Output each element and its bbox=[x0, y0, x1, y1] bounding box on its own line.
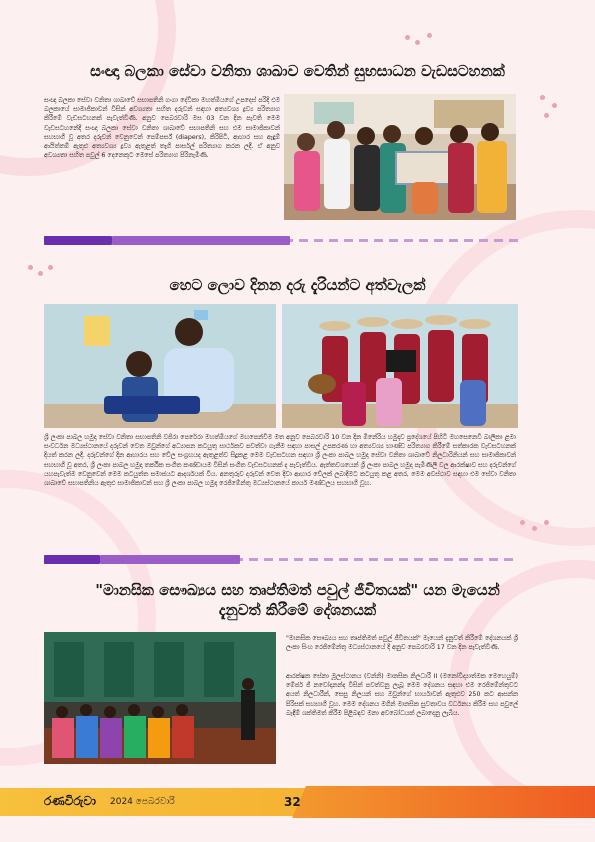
article-3-body-intro: "මානසික සෞඛ්‍යය සහ තෘප්තිමත් පවුල් ජීවිතයක්" මැයෙන් දැනුවත් කිරීමේ දේශනයක් ශ්‍රී ලංකා සිංහ රෙජිමේන්තු මධ්‍යස්ථානයේ දී අනුව පෙබරවාරි 17 වන දින පැවැත්විණි. bbox=[286, 635, 518, 652]
section-divider bbox=[44, 555, 518, 564]
page-footer bbox=[0, 786, 595, 818]
page-number: 32 bbox=[284, 795, 301, 809]
article-3-photo bbox=[44, 632, 276, 764]
article-1-photo bbox=[284, 94, 516, 220]
issue-date: 2024 පෙබරවාරි bbox=[110, 797, 175, 807]
article-3-title bbox=[0, 580, 595, 620]
article-3-title-line-2: දැනුවත් කිරීමේ දේශනයක් bbox=[218, 601, 377, 619]
article-2-photo-left bbox=[44, 304, 276, 428]
article-3-title-line-1: "මානසික සෞඛ්‍යය සහ තෘප්තිමත් පවුල් ජීවිතයක්" යන මැයෙන් bbox=[95, 581, 500, 599]
footer-accent bbox=[292, 786, 595, 818]
article-1-body: සංඥා බලකා සේවා වනිතා ශාඛාවේ සභාපතිනි ගංගා දේවිකා මහත්මියගේ උපදෙස් පරිදි එම බලකායේ සාමාජිකාවන් විසින් අවශ්‍යතා සහිත දරුවන් සඳහා අත්‍යවශ්‍ය ද්‍රව්‍ය පරිත්‍යාග කිරීමේ වැඩසටහනක් පැවැත්විණි. අනුව පෙබරවාරි මස 03 වන දින පැවති මෙම වැඩසටහනේදී සංඥා බලකා සේවා වනිතා ශාඛාවේ සභාපතිනි සහ එම සාමාජිකාවන් සහභාගී වූ අතර දරුවන් වෙනුවෙන් පෙම්පර්ස් (diapers), කිරිපිටි, ආහාර සහ ඇඳුම් ආයිත්තම් ඇතුළු අත්‍යවශ්‍ය ද්‍රව්‍ය ඇතුළත් තෑගි පාර්සල් පරිත්‍යාග කරන ලදී. ඒ අනුව අවශ්‍යතා සහිත පවුල් 6 දෙනෙකුට මෙසේ පරිත්‍යාග පිරිනැමිණි. bbox=[44, 97, 280, 160]
magazine-logo: රණවිරුවා bbox=[44, 794, 96, 808]
article-2-photo-right bbox=[282, 304, 518, 428]
section-divider bbox=[44, 236, 518, 245]
article-2-title: හෙට ලොව දිනන දරු දැරියන්ට අත්වැලක් bbox=[169, 276, 426, 294]
article-1-title: සංඥා බලකා සේවා වනිතා ශාඛාව වෙතින් සුභසාධන වැඩසටහනක් bbox=[90, 62, 505, 80]
article-2-body: ශ්‍රී ලංකා පාබල හමුදා සේවා වනිතා සභාපතිනි වජිරා පෙරේරා මහත්මියගේ මඟපෙන්වීම මත අනුව පෙබරවාරි 10 වන දින මිනේරිය හමුදාව ප්‍රදේශයේ පිහිටි මහසෙනෙවි බාලිකා ළමා සංවර්ධන මධ්‍යස්ථානයේ දරුවන් වෙත ඔවුන්ගේ අධ්‍යාපන කටයුතු සාර්ථකව පවත්වා ගැනීම සඳහා පාසල් උපකරණ හා අත්‍යවශ්‍ය භාණ්ඩ පරිත්‍යාග කිරීමේ සත්කාරක වැඩසටහනක් දියත් කරන ලදී. දරුවන්ගේ දින ආහාරය සහ වේල සංග්‍රහයද ඇතුළත්ව සිදුකළ මෙම වැඩසටහන සඳහා ශ්‍රී ලංකා පාබල හමුදා සේවා වනිතා ශාඛාවේ නිලධාරිනියන් සහ සාමාජිකාවන් සහභාගී වූ අතර, ශ්‍රී ලංකා පාබල හමුදා තර්කික සංගීත කණ්ඩායම විසින් සංගීත වැඩසටහනක් ද පැවැත්විය. ඇත්තවශයෙන් ශ්‍රී ලංකා පාබල හමුදා පැමිණිලි වල ආරක්ෂාව සහ දරුවන්ගේ යහපැවැත්ම වෙනුවෙන් මෙම කටයුත්ත සමාජයට ආදර්ශයක් විය. අනතුරුව දරුවන් වෙත දිවා ආහාර වේලක් ලබාදීමට කටයුතු කළ අතර, මෙම අවස්ථාව සඳහා එම සේවා වනිතා ශාඛාවේ සභාපතිනිය ඇතුළු සාමාජිකාවන් සහ ශ්‍රී ලංකා පාබල හමුදා රෙජිමේන්තු මධ්‍යස්ථානයේ කාර්ය මණ්ඩලය සහභාගී වූහ. bbox=[44, 434, 516, 488]
article-3-body-details: ආරක්ෂක සේනා මූලස්ථානය (වන්නි) මානසික නිලධාරී II (මනෝවිද්‍යාත්මක මෙහෙයුම්) මේජර් ජී නවෝදානන්ද විසින් පවත්වනු ලැබූ මෙම දේශනය සඳහා එම රෙජිමේන්තුවට අයත් නිලධාරීන්, සෙසු නිලයන් සහ ඔවුන්ගේ භාර්යාවන් ඇතුළුව 250 කට ආසන්න පිරිසක් සහභාගී වූහ. මෙම දේශනය මගින් මානසික සුවතාවය වර්ධනය කිරීම සහ පවුලේ බැඳීම් ශක්තිමත් කිරීම පිළිබඳව මනා අවබෝධයක් ලබාදෙනු ලැබිය. bbox=[286, 673, 518, 717]
